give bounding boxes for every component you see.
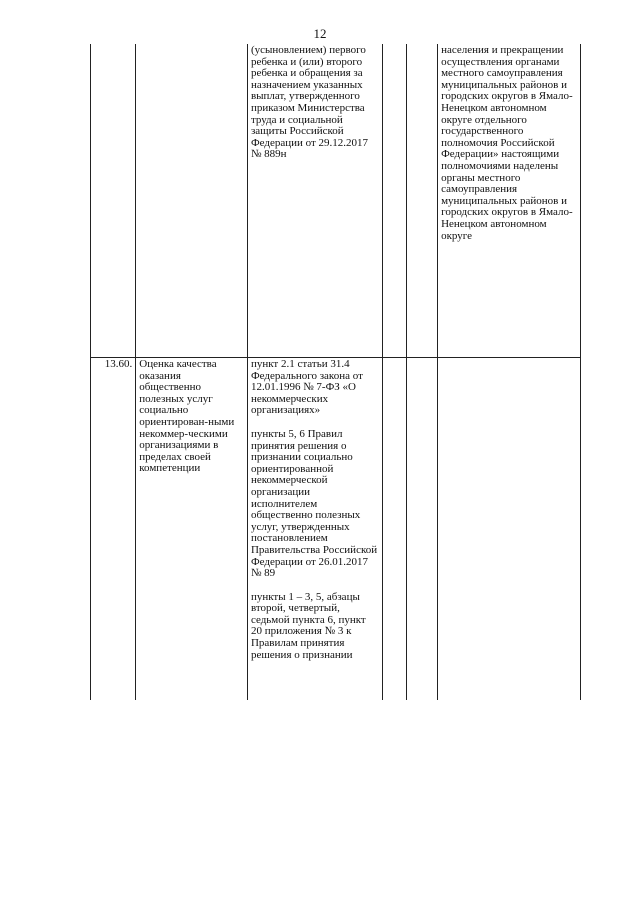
table-row	[91, 358, 581, 701]
legal-basis-cell	[247, 44, 382, 358]
legal-basis-paragraph: пункты 1 – 3, 5, абзацы второй, четвертый, седьмой пункта 6, пункт 20 приложения № 3 к Правилам принятия решения о признании	[250, 590, 366, 661]
table-row	[91, 44, 581, 358]
legal-basis-paragraph: пункт 2.1 статьи 31.4 Федерального закона от 12.01.1996 № 7-ФЗ «О некоммерческих организациях»	[250, 358, 363, 417]
empty-cell	[382, 44, 406, 358]
empty-cell	[406, 44, 437, 358]
empty-cell	[406, 358, 437, 701]
service-name-cell	[136, 44, 248, 358]
service-name-cell: Оценка качества оказания общественно полезных услуг социально ориентирован-ными некоммер-ческими организациями в пределах своей компетенции	[136, 358, 248, 701]
note-cell: населения и прекращении осуществления органами местного самоуправления муниципальных районов и городских округов в Ямало-Ненецком автономном округе отдельного государственного полномочия Российской Федерации» настоящими полномочиями наделены органы местного самоуправления муниципальных районов и городских округов в Ямало-Ненецком автономном округе	[438, 44, 581, 358]
legal-basis-cell	[247, 358, 382, 701]
note-cell	[438, 358, 581, 701]
empty-cell	[382, 358, 406, 701]
legal-basis-paragraph: пункты 5, 6 Правил принятия решения о признании социально ориентированной некоммерческой организации исполнителем общественно полезных услуг, утвержденных постановлением Правительства Российской Федерации от 26.01.2017 № 89	[250, 427, 378, 580]
legal-basis-paragraph: (усыновлением) первого ребенка и (или) второго ребенка и обращения за назначением указанных выплат, утвержденного приказом Министерства труда и социальной защиты Российской Федерации от 29.12.2017 № 889н	[250, 44, 369, 161]
row-number-cell	[91, 44, 136, 358]
page-number: 12	[313, 26, 327, 41]
services-table	[90, 44, 581, 700]
row-number-cell: 13.60.	[91, 358, 136, 701]
